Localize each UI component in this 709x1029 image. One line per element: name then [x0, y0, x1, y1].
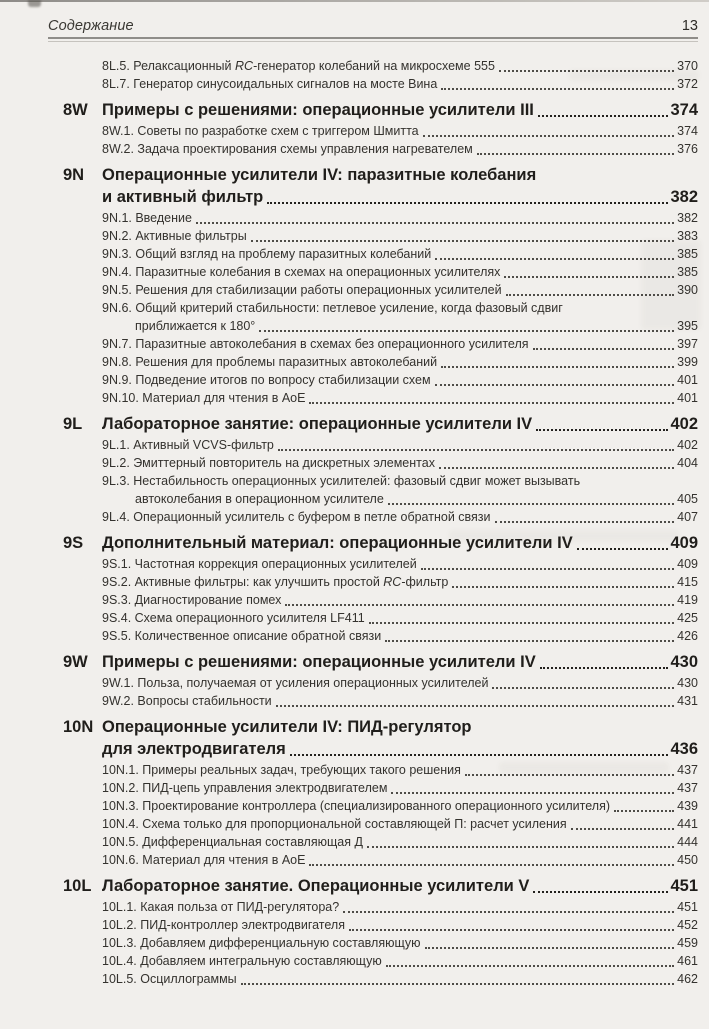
toc-entry-page: 376: [677, 142, 698, 156]
toc-section: [48, 413, 698, 526]
toc-entry-row: [102, 851, 698, 869]
toc-entry-text: 9N.4. Паразитные колебания в схемах на операционных усилителях: [102, 265, 501, 279]
toc-entry-text: 10N.2. ПИД-цепь управления электродвигателем: [102, 781, 388, 795]
toc-entry-row: [102, 833, 698, 851]
toc-entry-row: [102, 454, 698, 472]
section-code: 10L: [63, 877, 92, 895]
page-head: [48, 18, 698, 42]
toc-entry-page: 409: [677, 557, 698, 571]
dot-leader: [614, 810, 674, 812]
section-page: 409: [670, 534, 698, 552]
toc-section: [48, 532, 698, 645]
dot-leader: [506, 294, 675, 296]
dot-leader: [278, 449, 674, 451]
dot-leader: [309, 864, 674, 866]
dot-leader: [533, 348, 675, 350]
toc-entry-row: [102, 245, 698, 263]
toc-entry-row: [102, 490, 698, 508]
toc-entry-row: [102, 122, 698, 140]
toc-entry-text: 8L.7. Генератор синусоидальных сигналов на мосте Вина: [102, 77, 438, 91]
toc-entry-page: 437: [677, 763, 698, 777]
toc-entry-page: 430: [677, 676, 698, 690]
dot-leader: [267, 202, 668, 204]
toc-entry-row: [102, 508, 698, 526]
section-code: 10N: [63, 718, 94, 736]
toc-entry-page: 459: [677, 936, 698, 950]
toc-entry-page: 444: [677, 835, 698, 849]
toc-entry-row: [102, 609, 698, 627]
section-title: Лабораторное занятие: операционные усилители IV: [102, 415, 533, 433]
dot-leader: [196, 222, 674, 224]
dot-leader: [538, 115, 669, 117]
section-header-row: [48, 164, 698, 186]
section-page: 436: [670, 740, 698, 758]
toc-entry-row: [102, 389, 698, 407]
dot-leader: [343, 911, 674, 913]
toc-entry-text: 9N.7. Паразитные автоколебания в схемах без операционного усилителя: [102, 337, 529, 351]
section-code: 9W: [63, 653, 88, 671]
toc-entry-row: [102, 573, 698, 591]
toc-entry-row: [102, 57, 698, 75]
dot-leader: [441, 366, 674, 368]
toc-entry-row: [102, 898, 698, 916]
dot-leader: [495, 521, 675, 523]
dot-leader: [504, 276, 674, 278]
toc-entry-row: [102, 227, 698, 245]
section-page: 382: [670, 188, 698, 206]
toc-entry-page: 399: [677, 355, 698, 369]
toc-entry-text: 10N.4. Схема только для пропорциональной составляющей П: расчет усиления: [102, 817, 567, 831]
toc-entry-text: 9N.6. Общий критерий стабильности: петлевое усиление, когда фазовый сдвиг: [102, 301, 563, 315]
toc-entry-page: 419: [677, 593, 698, 607]
toc-entry-row: [102, 472, 698, 490]
section-title: для электродвигателя: [102, 740, 286, 758]
dot-leader: [290, 754, 669, 756]
toc-entry-page: 385: [677, 247, 698, 261]
dot-leader: [452, 586, 674, 588]
toc-entry-text: 10N.3. Проектирование контроллера (специализированного операционного усилителя): [102, 799, 611, 813]
section-title: Лабораторное занятие. Операционные усилители V: [102, 877, 530, 895]
dot-leader: [571, 828, 674, 830]
toc-entry-text: 10L.2. ПИД-контроллер электродвигателя: [102, 918, 345, 932]
dot-leader: [435, 384, 675, 386]
toc-entry-row: [102, 140, 698, 158]
toc-entry-text: 9L.1. Активный VCVS-фильтр: [102, 438, 274, 452]
toc-entry-text: 9S.5. Количественное описание обратной связи: [102, 629, 382, 643]
scan-edge-artifact: [0, 0, 709, 2]
page-number: 13: [681, 18, 698, 34]
dot-leader: [536, 429, 668, 431]
toc-entry-text: 9L.4. Операционный усилитель с буфером в петле обратной связи: [102, 510, 491, 524]
dot-leader: [251, 240, 674, 242]
toc-entry-page: 401: [677, 391, 698, 405]
toc-entry-text: 9N.10. Материал для чтения в АоЕ: [102, 391, 306, 405]
toc-section: [48, 716, 698, 869]
toc-entry-page: 397: [677, 337, 698, 351]
toc-entry-row: [102, 263, 698, 281]
toc-entry-page: 462: [677, 972, 698, 986]
toc-entry-page: 407: [677, 510, 698, 524]
toc-section: [48, 651, 698, 710]
toc-entry-text: 8L.5. Релаксационный RC-генератор колебаний на микросхеме 555: [102, 59, 495, 73]
dot-leader: [388, 503, 674, 505]
section-header-row: [48, 875, 698, 897]
header-rule: [48, 37, 698, 42]
toc-entry-text: 9S.1. Частотная коррекция операционных усилителей: [102, 557, 417, 571]
toc-section: [48, 164, 698, 407]
toc-section: [48, 57, 698, 93]
toc-section: [48, 99, 698, 158]
toc-entry-text: 10N.5. Дифференциальная составляющая Д: [102, 835, 363, 849]
section-title: Операционные усилители IV: ПИД-регулятор: [102, 718, 472, 736]
toc-entry-text: 9W.2. Вопросы стабильности: [102, 694, 272, 708]
toc-entry-text: 10N.1. Примеры реальных задач, требующих такого решения: [102, 763, 461, 777]
toc-entry-page: 401: [677, 373, 698, 387]
toc-entry-text: приближается к 180°: [135, 319, 256, 333]
toc-entry-text: 9N.2. Активные фильтры: [102, 229, 247, 243]
toc-entry-row: [102, 371, 698, 389]
dot-leader: [259, 330, 674, 332]
toc-entry-page: 385: [677, 265, 698, 279]
section-title: Примеры с решениями: операционные усилители IV: [102, 653, 536, 671]
toc-entry-row: [102, 815, 698, 833]
toc-entry-page: 450: [677, 853, 698, 867]
toc-entry-text: 10L.1. Какая польза от ПИД-регулятора?: [102, 900, 340, 914]
section-header-row: [48, 716, 698, 738]
section-title: и активный фильтр: [102, 188, 264, 206]
toc-entry-page: 439: [677, 799, 698, 813]
toc-entry-text: 8W.1. Советы по разработке схем с триггером Шмитта: [102, 124, 419, 138]
toc-entry-text: 9S.4. Схема операционного усилителя LF411: [102, 611, 365, 625]
toc-entry-row: [102, 934, 698, 952]
section-header-row: [48, 186, 698, 208]
dot-leader: [477, 153, 674, 155]
section-code: 9S: [63, 534, 84, 552]
section-page: 374: [670, 101, 698, 119]
dot-leader: [421, 568, 674, 570]
toc-entry-row: [102, 916, 698, 934]
section-header-row: [48, 99, 698, 121]
toc-entry-row: [102, 75, 698, 93]
toc-entry-page: 437: [677, 781, 698, 795]
dot-leader: [425, 947, 675, 949]
toc-entry-row: [102, 692, 698, 710]
toc-entry-row: [102, 674, 698, 692]
section-code: 8W: [63, 101, 88, 119]
toc-entry-page: 390: [677, 283, 698, 297]
toc-entry-row: [102, 335, 698, 353]
dot-leader: [465, 774, 674, 776]
toc-entry-row: [102, 436, 698, 454]
section-code: 9L: [63, 415, 83, 433]
toc-entry-text: 10L.3. Добавляем дифференциальную составляющую: [102, 936, 421, 950]
dot-leader: [369, 622, 674, 624]
toc-entry-page: 404: [677, 456, 698, 470]
toc-entry-text: 10L.5. Осциллограммы: [102, 972, 237, 986]
toc-entry-page: 425: [677, 611, 698, 625]
toc-entry-row: [102, 627, 698, 645]
scan-corner-artifact: [28, 0, 41, 7]
toc-entry-row: [102, 761, 698, 779]
dot-leader: [285, 604, 674, 606]
toc-entry-row: [102, 281, 698, 299]
dot-leader: [241, 983, 674, 985]
dot-leader: [435, 258, 674, 260]
toc-entry-page: 402: [677, 438, 698, 452]
section-header-row: [48, 738, 698, 760]
toc-entry-row: [102, 970, 698, 988]
toc-entry-text: автоколебания в операционном усилителе: [135, 492, 384, 506]
toc-entry-page: 426: [677, 629, 698, 643]
toc-entry-text: 10N.6. Материал для чтения в АоЕ: [102, 853, 306, 867]
toc-entry-page: 452: [677, 918, 698, 932]
dot-leader: [540, 667, 669, 669]
dot-leader: [492, 687, 674, 689]
toc-section: [48, 875, 698, 988]
toc-entry-text: 9S.3. Диагностирование помех: [102, 593, 282, 607]
toc-entry-text: 9N.5. Решения для стабилизации работы операционных усилителей: [102, 283, 502, 297]
dot-leader: [441, 88, 674, 90]
section-header-row: [48, 651, 698, 673]
toc-entry-text: 9L.3. Нестабильность операционных усилителей: фазовый сдвиг может вызывать: [102, 474, 581, 488]
dot-leader: [385, 640, 674, 642]
toc-entry-page: 395: [677, 319, 698, 333]
section-page: 451: [670, 877, 698, 895]
dot-leader: [577, 548, 669, 550]
toc-entry-text: 9W.1. Польза, получаемая от усиления операционных усилителей: [102, 676, 489, 690]
toc-entry-row: [102, 209, 698, 227]
section-code: 9N: [63, 166, 85, 184]
toc-entry-text: 9N.9. Подведение итогов по вопросу стабилизации схем: [102, 373, 431, 387]
dot-leader: [349, 929, 674, 931]
toc-entry-text: 9N.3. Общий взгляд на проблему паразитных колебаний: [102, 247, 432, 261]
toc-entry-page: 372: [677, 77, 698, 91]
toc-entry-page: 374: [677, 124, 698, 138]
toc-entry-row: [102, 797, 698, 815]
dot-leader: [309, 402, 674, 404]
section-page: 430: [670, 653, 698, 671]
section-title: Дополнительный материал: операционные усилители IV: [102, 534, 573, 552]
section-title: Примеры с решениями: операционные усилители III: [102, 101, 534, 119]
toc-entry-page: 431: [677, 694, 698, 708]
section-page: 402: [670, 415, 698, 433]
toc-entry-row: [102, 779, 698, 797]
toc-entry-page: 383: [677, 229, 698, 243]
dot-leader: [276, 705, 674, 707]
toc-entry-row: [102, 952, 698, 970]
section-header-row: [48, 413, 698, 435]
toc-entry-row: [102, 353, 698, 371]
section-title: Операционные усилители IV: паразитные колебания: [102, 166, 537, 184]
toc-entry-page: 370: [677, 59, 698, 73]
running-head: Содержание: [48, 18, 134, 34]
dot-leader: [391, 792, 674, 794]
dot-leader: [533, 891, 668, 893]
toc-entry-page: 461: [677, 954, 698, 968]
toc-entry-page: 451: [677, 900, 698, 914]
toc-entry-row: [102, 555, 698, 573]
toc-entry-page: 382: [677, 211, 698, 225]
toc-entry-row: [102, 317, 698, 335]
dot-leader: [499, 70, 674, 72]
toc-entry-page: 405: [677, 492, 698, 506]
dot-leader: [439, 467, 674, 469]
dot-leader: [423, 135, 675, 137]
toc: [48, 57, 698, 988]
toc-entry-text: 9S.2. Активные фильтры: как улучшить простой RC-фильтр: [102, 575, 449, 589]
toc-entry-text: 9L.2. Эмиттерный повторитель на дискретных элементах: [102, 456, 435, 470]
dot-leader: [367, 846, 674, 848]
toc-entry-text: 9N.8. Решения для проблемы паразитных автоколебаний: [102, 355, 438, 369]
dot-leader: [386, 965, 674, 967]
toc-entry-page: 415: [677, 575, 698, 589]
toc-entry-row: [102, 591, 698, 609]
toc-entry-row: [102, 299, 698, 317]
toc-entry-page: 441: [677, 817, 698, 831]
toc-entry-text: 8W.2. Задача проектирования схемы управления нагревателем: [102, 142, 473, 156]
toc-entry-text: 9N.1. Введение: [102, 211, 192, 225]
section-header-row: [48, 532, 698, 554]
toc-entry-text: 10L.4. Добавляем интегральную составляющую: [102, 954, 382, 968]
